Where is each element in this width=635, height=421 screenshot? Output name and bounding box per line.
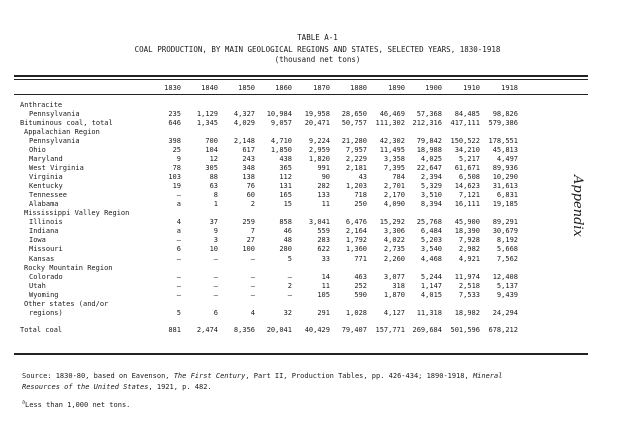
table-cell: 1,850 bbox=[270, 146, 292, 155]
table-cell: 1,203 bbox=[345, 182, 367, 191]
table-label: TABLE A-1 bbox=[297, 33, 338, 42]
table-cell: 10,290 bbox=[492, 173, 518, 182]
table-cell: 61,671 bbox=[454, 164, 480, 173]
table-row bbox=[0, 264, 635, 273]
table-cell: 6,508 bbox=[458, 173, 480, 182]
table-cell: 11,974 bbox=[454, 272, 480, 281]
table-cell: 25,768 bbox=[416, 218, 442, 227]
table-cell: 89,291 bbox=[492, 218, 518, 227]
table-cell: 282 bbox=[317, 182, 330, 191]
table-cell: 4,921 bbox=[458, 254, 480, 263]
table-cell: 2 bbox=[250, 200, 255, 209]
table-cell: 88 bbox=[209, 173, 218, 182]
row-label: Other states (and/or bbox=[24, 299, 109, 308]
table-row bbox=[0, 191, 635, 200]
row-label: Alabama bbox=[29, 200, 59, 209]
table-cell: 4,029 bbox=[233, 119, 255, 128]
table-cell: 398 bbox=[168, 137, 181, 146]
year-header: 1880 bbox=[350, 84, 367, 92]
table-cell: a bbox=[176, 227, 181, 236]
table-cell: 4,710 bbox=[270, 137, 292, 146]
table-cell: — bbox=[176, 254, 181, 263]
row-label: Virginia bbox=[29, 173, 63, 182]
table-cell: 858 bbox=[279, 218, 292, 227]
table-cell: 98,826 bbox=[492, 110, 518, 119]
row-label: Wyoming bbox=[29, 290, 59, 299]
table-cell: 4,015 bbox=[420, 290, 442, 299]
table-cell: 4 bbox=[250, 308, 255, 317]
table-cell: 63 bbox=[209, 182, 218, 191]
table-cell: — bbox=[176, 191, 181, 200]
row-label: Anthracite bbox=[20, 101, 63, 109]
table-row bbox=[0, 173, 635, 182]
table-cell: 15,292 bbox=[379, 218, 405, 227]
source-suffix: , 1921, p. 482. bbox=[148, 383, 212, 391]
table-cell: 133 bbox=[317, 191, 330, 200]
table-cell: 700 bbox=[205, 137, 218, 146]
table-cell: 678,212 bbox=[488, 325, 518, 334]
table-cell: 131 bbox=[279, 182, 292, 191]
source-middle: , Part II, Production Tables, pp. 426-434; 1890-1918, bbox=[245, 372, 473, 380]
table-cell: 463 bbox=[354, 272, 367, 281]
top-rule bbox=[14, 75, 588, 77]
year-header: 1840 bbox=[201, 84, 218, 92]
table-cell: 1,792 bbox=[345, 236, 367, 245]
table-cell: 18,982 bbox=[454, 308, 480, 317]
table-cell: 46 bbox=[283, 227, 292, 236]
table-cell: 48 bbox=[283, 236, 292, 245]
table-cell: 280 bbox=[279, 245, 292, 254]
table-cell: 150,522 bbox=[450, 137, 480, 146]
table-cell: — bbox=[250, 290, 255, 299]
table-cell: 31,613 bbox=[492, 182, 518, 191]
table-cell: 784 bbox=[392, 173, 405, 182]
table-cell: 20,471 bbox=[304, 119, 330, 128]
row-label: Illinois bbox=[29, 218, 63, 227]
table-row bbox=[0, 282, 635, 291]
table-cell: 7 bbox=[250, 227, 255, 236]
table-cell: — bbox=[287, 290, 292, 299]
table-cell: 138 bbox=[242, 173, 255, 182]
table-cell: 45,813 bbox=[492, 146, 518, 155]
source-series-title-2: Resources of the United States bbox=[22, 383, 149, 391]
table-cell: 103 bbox=[168, 173, 181, 182]
table-cell: 590 bbox=[354, 290, 367, 299]
table-cell: 11,318 bbox=[416, 308, 442, 317]
table-row bbox=[0, 164, 635, 173]
table-cell: 243 bbox=[242, 155, 255, 164]
table-cell: 2,229 bbox=[345, 155, 367, 164]
appendix-side-label: Appendix bbox=[570, 175, 585, 237]
row-label: Indiana bbox=[29, 227, 59, 236]
table-row bbox=[0, 326, 635, 335]
source-note bbox=[22, 372, 502, 380]
table-cell: 622 bbox=[317, 245, 330, 254]
table-cell: 9,224 bbox=[308, 137, 330, 146]
table-cell: 15 bbox=[283, 200, 292, 209]
table-cell: 318 bbox=[392, 281, 405, 290]
table-cell: 2,181 bbox=[345, 164, 367, 173]
table-cell: 2,474 bbox=[196, 325, 218, 334]
table-unit: (thousand net tons) bbox=[274, 55, 361, 64]
table-cell: — bbox=[213, 254, 218, 263]
table-cell: 10 bbox=[209, 245, 218, 254]
year-header: 1890 bbox=[388, 84, 405, 92]
table-cell: 33 bbox=[321, 254, 330, 263]
table-cell: 2,170 bbox=[383, 191, 405, 200]
table-cell: 5,137 bbox=[496, 281, 518, 290]
table-cell: — bbox=[250, 272, 255, 281]
source-series-title-1: Mineral bbox=[472, 372, 503, 380]
table-cell: 881 bbox=[168, 325, 181, 334]
table-row bbox=[0, 236, 635, 245]
table-cell: 42,302 bbox=[379, 137, 405, 146]
table-cell: — bbox=[176, 290, 181, 299]
table-row bbox=[0, 182, 635, 191]
table-cell: 1,820 bbox=[308, 155, 330, 164]
table-cell: 14 bbox=[321, 272, 330, 281]
row-label: Pennsylvania bbox=[29, 110, 80, 119]
table-cell: 8,356 bbox=[233, 325, 255, 334]
row-label: Pennsylvania bbox=[29, 137, 80, 146]
table-cell: 18,988 bbox=[416, 146, 442, 155]
table-row bbox=[0, 128, 635, 137]
row-label: Tennessee bbox=[29, 191, 67, 200]
table-cell: 79,842 bbox=[416, 137, 442, 146]
table-cell: 46,469 bbox=[379, 110, 405, 119]
source-book-title: The First Century bbox=[173, 372, 246, 380]
table-cell: 7,395 bbox=[383, 164, 405, 173]
table-cell: 4,497 bbox=[496, 155, 518, 164]
table-cell: 12 bbox=[209, 155, 218, 164]
table-cell: 76 bbox=[246, 182, 255, 191]
table-cell: 6,484 bbox=[420, 227, 442, 236]
table-cell: 3,540 bbox=[420, 245, 442, 254]
table-cell: 1,345 bbox=[196, 119, 218, 128]
table-cell: 1 bbox=[213, 200, 218, 209]
table-cell: 417,111 bbox=[450, 119, 480, 128]
row-label: Rocky Mountain Region bbox=[24, 263, 113, 272]
table-cell: 305 bbox=[205, 164, 218, 173]
footnote bbox=[22, 401, 130, 409]
year-header: 1910 bbox=[463, 84, 480, 92]
table-cell: 2,982 bbox=[458, 245, 480, 254]
table-cell: 250 bbox=[354, 200, 367, 209]
row-label: West Virginia bbox=[29, 164, 84, 173]
table-cell: 2,701 bbox=[383, 182, 405, 191]
table-cell: 105 bbox=[317, 290, 330, 299]
table-cell: 37 bbox=[209, 218, 218, 227]
table-cell: 2,260 bbox=[383, 254, 405, 263]
table-cell: — bbox=[250, 254, 255, 263]
table-row bbox=[0, 146, 635, 155]
table-cell: 8,394 bbox=[420, 200, 442, 209]
table-row bbox=[0, 300, 635, 309]
row-label: Mississippi Valley Region bbox=[24, 209, 130, 218]
table-cell: 212,316 bbox=[412, 119, 442, 128]
table-cell: 78 bbox=[172, 164, 181, 173]
table-cell: 84,485 bbox=[454, 110, 480, 119]
table-cell: 6,831 bbox=[496, 191, 518, 200]
table-cell: 5,244 bbox=[420, 272, 442, 281]
table-cell: 3,077 bbox=[383, 272, 405, 281]
table-cell: — bbox=[213, 290, 218, 299]
table-cell: 16,111 bbox=[454, 200, 480, 209]
table-cell: 4,090 bbox=[383, 200, 405, 209]
table-cell: 2,518 bbox=[458, 281, 480, 290]
table-row bbox=[0, 227, 635, 236]
table-cell: 1,147 bbox=[420, 281, 442, 290]
table-row bbox=[0, 218, 635, 227]
table-cell: 5,329 bbox=[420, 182, 442, 191]
table-row bbox=[0, 309, 635, 318]
table-cell: 1,360 bbox=[345, 245, 367, 254]
table-cell: 111,302 bbox=[375, 119, 405, 128]
table-row bbox=[0, 291, 635, 300]
table-cell: 579,386 bbox=[488, 119, 518, 128]
table-cell: 2 bbox=[287, 281, 292, 290]
table-row bbox=[0, 101, 635, 110]
table-cell: 19,958 bbox=[304, 110, 330, 119]
table-cell: 3,358 bbox=[383, 155, 405, 164]
row-label: Utah bbox=[29, 281, 46, 290]
table-cell: 19 bbox=[172, 182, 181, 191]
table-cell: 10,984 bbox=[266, 110, 292, 119]
table-cell: 501,596 bbox=[450, 325, 480, 334]
table-cell: 4,127 bbox=[383, 308, 405, 317]
table-cell: 178,551 bbox=[488, 137, 518, 146]
table-cell: 20,041 bbox=[266, 325, 292, 334]
table-cell: 104 bbox=[205, 146, 218, 155]
table-cell: 112 bbox=[279, 173, 292, 182]
table-cell: 6,476 bbox=[345, 218, 367, 227]
table-cell: 4,025 bbox=[420, 155, 442, 164]
table-row bbox=[0, 255, 635, 264]
table-cell: 5 bbox=[176, 308, 181, 317]
table-cell: 19,185 bbox=[492, 200, 518, 209]
table-row bbox=[0, 155, 635, 164]
table-cell: 4,327 bbox=[233, 110, 255, 119]
year-header: 1850 bbox=[238, 84, 255, 92]
table-cell: 3 bbox=[213, 236, 218, 245]
table-cell: 2,959 bbox=[308, 146, 330, 155]
table-cell: 365 bbox=[279, 164, 292, 173]
bottom-rule bbox=[14, 353, 588, 355]
table-row bbox=[0, 273, 635, 282]
table-cell: 269,684 bbox=[412, 325, 442, 334]
table-cell: 5,217 bbox=[458, 155, 480, 164]
row-label: Appalachian Region bbox=[24, 128, 100, 137]
table-cell: 8,192 bbox=[496, 236, 518, 245]
table-cell: 5 bbox=[287, 254, 292, 263]
row-label: Missouri bbox=[29, 245, 63, 254]
table-cell: 235 bbox=[168, 110, 181, 119]
table-cell: 3,041 bbox=[308, 218, 330, 227]
table-cell: 90 bbox=[321, 173, 330, 182]
top-rule-thin bbox=[14, 79, 588, 80]
row-label: Iowa bbox=[29, 236, 46, 245]
table-cell: 2,735 bbox=[383, 245, 405, 254]
table-cell: — bbox=[287, 272, 292, 281]
table-cell: 157,771 bbox=[375, 325, 405, 334]
table-cell: 21,280 bbox=[341, 137, 367, 146]
table-cell: 7,928 bbox=[458, 236, 480, 245]
table-cell: 57,368 bbox=[416, 110, 442, 119]
table-cell: 25 bbox=[172, 146, 181, 155]
table-cell: 2,394 bbox=[420, 173, 442, 182]
table-cell: 9,057 bbox=[270, 119, 292, 128]
table-cell: 165 bbox=[279, 191, 292, 200]
table-row bbox=[0, 245, 635, 254]
table-title: COAL PRODUCTION, BY MAIN GEOLOGICAL REGIONS AND STATES, SELECTED YEARS, 1830-1918 bbox=[134, 45, 501, 54]
row-label: Maryland bbox=[29, 155, 63, 164]
row-label: Kansas bbox=[29, 254, 55, 263]
table-cell: 32 bbox=[283, 308, 292, 317]
table-cell: 646 bbox=[168, 119, 181, 128]
table-cell: 718 bbox=[354, 191, 367, 200]
table-cell: — bbox=[176, 281, 181, 290]
table-cell: 7,957 bbox=[345, 146, 367, 155]
table-cell: 22,647 bbox=[416, 164, 442, 173]
table-cell: 5,668 bbox=[496, 245, 518, 254]
source-prefix: Source: 1830-80, based on Eavenson, bbox=[22, 372, 174, 380]
table-cell: 43 bbox=[358, 173, 367, 182]
table-cell: 7,121 bbox=[458, 191, 480, 200]
table-cell: 2,148 bbox=[233, 137, 255, 146]
header-rule bbox=[14, 94, 588, 95]
table-cell: 9 bbox=[213, 227, 218, 236]
table-cell: 438 bbox=[279, 155, 292, 164]
table-cell: 11 bbox=[321, 200, 330, 209]
row-label: regions) bbox=[29, 308, 63, 317]
footnote-marker: a bbox=[22, 399, 26, 406]
table-cell: 9 bbox=[176, 155, 181, 164]
table-cell: 30,679 bbox=[492, 227, 518, 236]
table-cell: 283 bbox=[317, 236, 330, 245]
table-cell: 2,164 bbox=[345, 227, 367, 236]
table-cell: — bbox=[250, 281, 255, 290]
table-cell: 4,022 bbox=[383, 236, 405, 245]
table-cell: 1,870 bbox=[383, 290, 405, 299]
table-cell: 100 bbox=[242, 245, 255, 254]
year-header: 1860 bbox=[275, 84, 292, 92]
table-cell: 18,390 bbox=[454, 227, 480, 236]
table-row bbox=[0, 209, 635, 218]
table-cell: 348 bbox=[242, 164, 255, 173]
table-cell: 771 bbox=[354, 254, 367, 263]
table-cell: 259 bbox=[242, 218, 255, 227]
row-label: Kentucky bbox=[29, 182, 63, 191]
table-cell: 45,900 bbox=[454, 218, 480, 227]
table-cell: 6 bbox=[213, 308, 218, 317]
year-header: 1918 bbox=[501, 84, 518, 92]
table-cell: 291 bbox=[317, 308, 330, 317]
table-cell: — bbox=[213, 281, 218, 290]
footnote-text: Less than 1,000 net tons. bbox=[25, 401, 131, 409]
table-cell: a bbox=[176, 200, 181, 209]
year-header: 1900 bbox=[425, 84, 442, 92]
table-cell: 6 bbox=[176, 245, 181, 254]
table-cell: 50,757 bbox=[341, 119, 367, 128]
table-cell: 4 bbox=[176, 218, 181, 227]
table-cell: 40,429 bbox=[304, 325, 330, 334]
table-row bbox=[0, 110, 635, 119]
table-cell: 89,936 bbox=[492, 164, 518, 173]
table-row bbox=[0, 137, 635, 146]
table-cell: 34,210 bbox=[454, 146, 480, 155]
table-cell: — bbox=[213, 272, 218, 281]
table-cell: 8 bbox=[213, 191, 218, 200]
year-header: 1830 bbox=[164, 84, 181, 92]
table-cell: 991 bbox=[317, 164, 330, 173]
table-cell: 28,650 bbox=[341, 110, 367, 119]
table-cell: 11 bbox=[321, 281, 330, 290]
table-cell: 559 bbox=[317, 227, 330, 236]
year-header: 1870 bbox=[313, 84, 330, 92]
table-cell: 27 bbox=[246, 236, 255, 245]
source-note-line2 bbox=[22, 383, 212, 391]
row-label: Total coal bbox=[20, 325, 63, 334]
table-cell: 60 bbox=[246, 191, 255, 200]
table-cell: — bbox=[176, 272, 181, 281]
table-cell: 3,306 bbox=[383, 227, 405, 236]
row-label: Colorado bbox=[29, 272, 63, 281]
table-cell: 1,028 bbox=[345, 308, 367, 317]
table-cell: 7,533 bbox=[458, 290, 480, 299]
table-cell: 24,294 bbox=[492, 308, 518, 317]
table-cell: 252 bbox=[354, 281, 367, 290]
row-label: Bituminous coal, total bbox=[20, 119, 113, 128]
table-row bbox=[0, 119, 635, 128]
table-cell: 1,129 bbox=[196, 110, 218, 119]
table-cell: 9,439 bbox=[496, 290, 518, 299]
table-cell: 4,468 bbox=[420, 254, 442, 263]
table-cell: 11,495 bbox=[379, 146, 405, 155]
row-label: Ohio bbox=[29, 146, 46, 155]
table-cell: 5,203 bbox=[420, 236, 442, 245]
table-cell: 617 bbox=[242, 146, 255, 155]
table-cell: 79,407 bbox=[341, 325, 367, 334]
table-cell: — bbox=[176, 236, 181, 245]
table-row bbox=[0, 200, 635, 209]
table-cell: 7,562 bbox=[496, 254, 518, 263]
table-cell: 12,408 bbox=[492, 272, 518, 281]
table-cell: 14,623 bbox=[454, 182, 480, 191]
table-cell: 3,510 bbox=[420, 191, 442, 200]
